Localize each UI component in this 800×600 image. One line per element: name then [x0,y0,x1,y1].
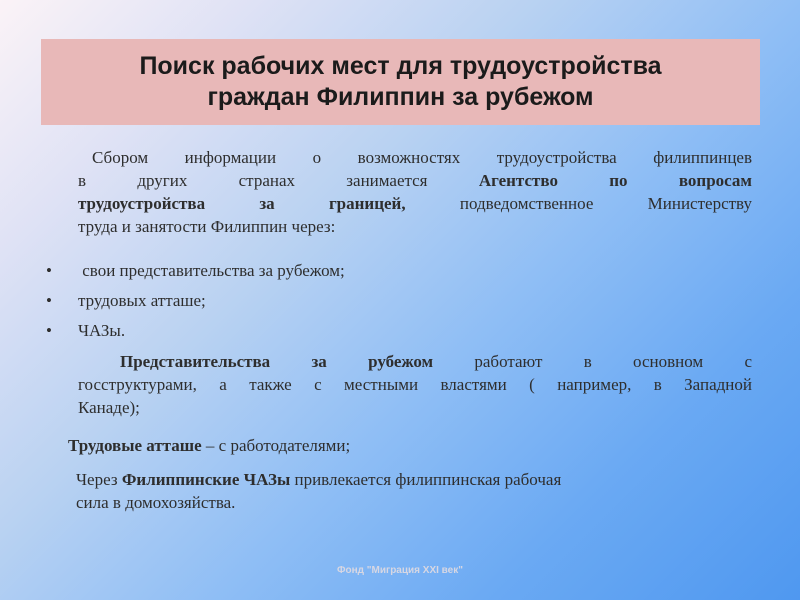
intro-line-3: трудоустройства за границей, подведомственное Министерству [78,194,752,213]
bullet-item: • свои представительства за рубежом; [46,261,345,280]
chaz-line-1: Через Филиппинские ЧАЗы привлекается филиппинская рабочая [76,470,562,489]
intro-line-4: труда и занятости Филиппин через: [78,217,336,236]
intro-line-1: Сбором информации о возможностях трудоустройства филиппинцев [92,148,752,167]
bullet-item: • трудовых атташе; [46,291,206,310]
intro-line-2: в других странах занимается Агентство по вопросам [78,171,752,190]
title-line-2: граждан Филиппин за рубежом [207,83,594,111]
agency-name: Агентство по вопросам [478,171,752,190]
attache-line: Трудовые атташе – с работодателями; [68,436,351,455]
chaz-line-2: сила в домохозяйства. [76,493,236,512]
bullet-item: • ЧАЗы. [46,321,126,340]
representations-line-1: Представительства за рубежом работают в основном с [120,352,752,371]
representations-line-3: Канаде); [78,398,140,417]
title-line-1: Поиск рабочих мест для трудоустройства [139,52,662,80]
footer-text: Фонд "Миграция XXI век" [337,565,463,576]
representations-line-2: госструктурами, а также с местными властями ( например, в Западной [78,375,752,394]
agency-name-cont: трудоустройства за границей, [78,194,406,213]
